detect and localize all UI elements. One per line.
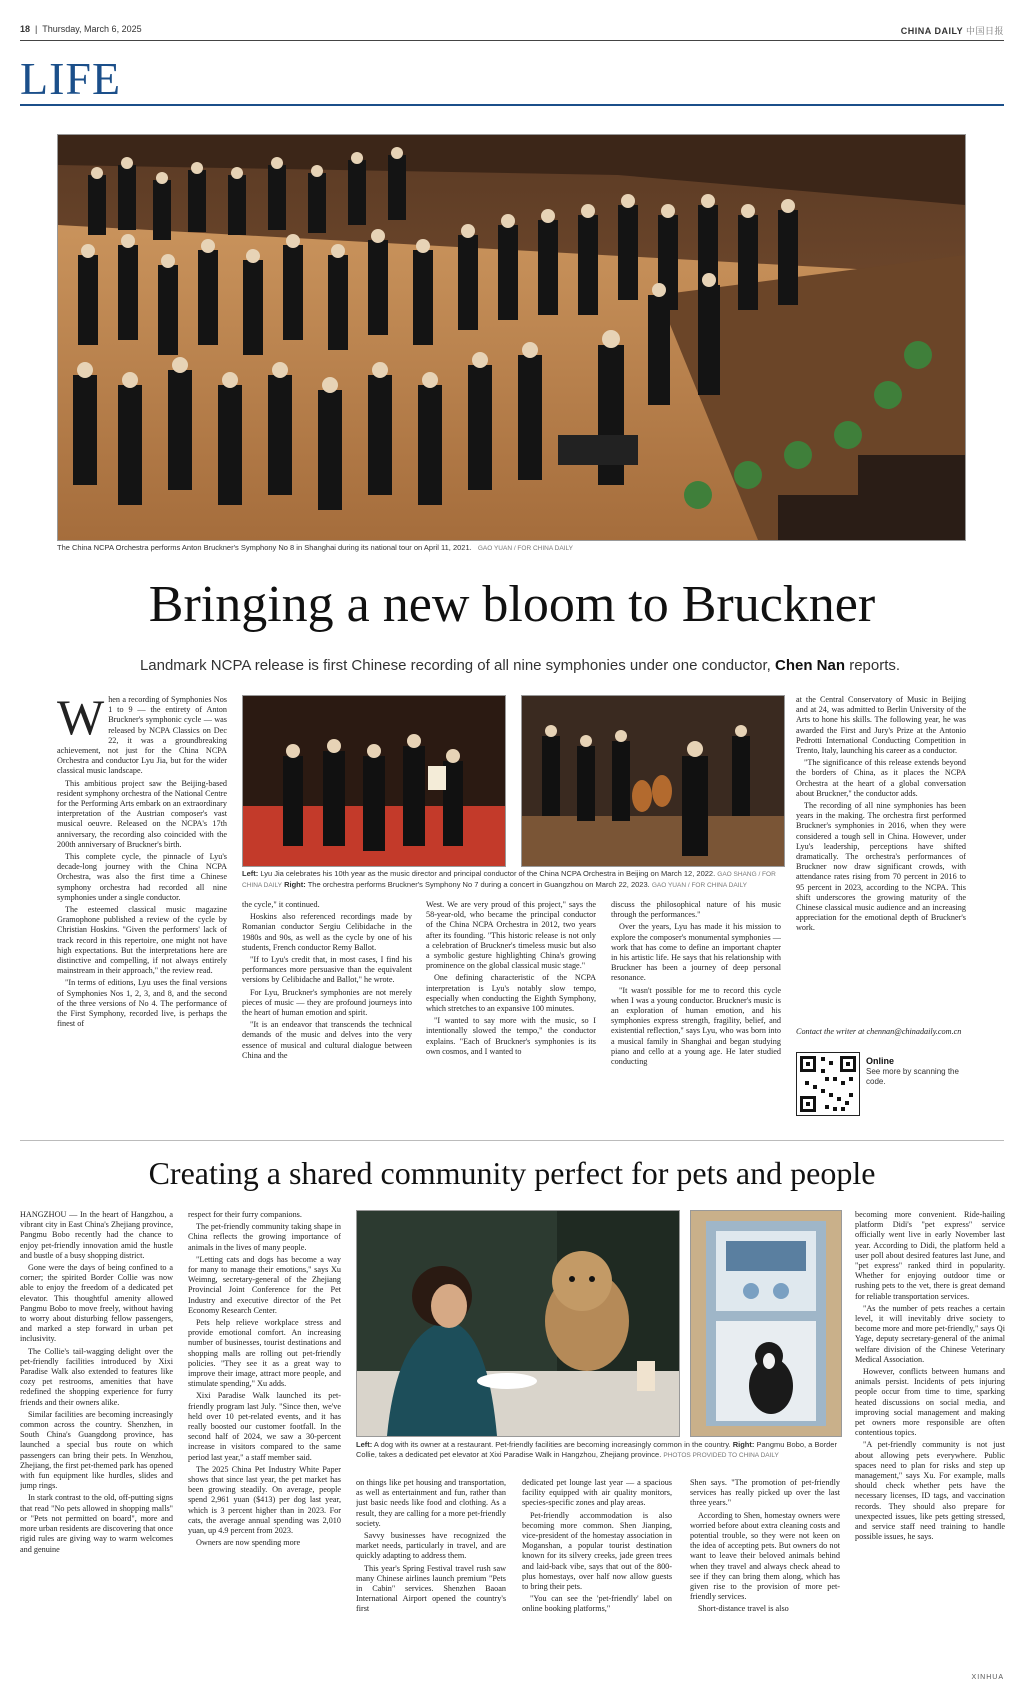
- paragraph: "It is an endeavor that transcends the technical demands of the music and delves into the very essence of musical and cultural dialogue between China and the: [242, 1020, 412, 1060]
- story2-column-2: [188, 1210, 341, 1680]
- paragraph: This complete cycle, the pinnacle of Lyu's decade-long journey with the China NCPA Orchestra, was also the first time a Chinese symphony orchestra had recorded all nine symphonies under a single conductor.: [57, 852, 227, 902]
- caption-credit: PHOTOS PROVIDED TO CHINA DAILY: [663, 1452, 779, 1459]
- caption-left-label: Left:: [356, 1440, 373, 1449]
- pet-elevator-photo-art: [691, 1211, 841, 1436]
- paragraph: "Letting cats and dogs has become a way for many to manage their emotions," says Xu Weimng, secretary-general of the Zhejiang Provincial Joint Conference for the Pet Industry and executive director of the Pet Economy Research Center.: [188, 1254, 341, 1315]
- paragraph: at the Central Conservatory of Music in Beijing and at 24, was admitted to Berlin University of the Arts to hone his skills. The following year, he was awarded the First and Jury's Prize at the Antonio Pedrotti International Conducting Competition in Trento, Italy, launching his career as a conductor.: [796, 695, 966, 756]
- caption-left-credit: GAO SHANG / FOR CHINA DAILY: [242, 871, 776, 889]
- main-caption-credit: GAO YUAN / FOR CHINA DAILY: [477, 545, 573, 552]
- orchestra-photo-art: [58, 135, 965, 540]
- story1-column-3: [426, 900, 596, 1110]
- paragraph: "A pet-friendly community is not just about allowing pets everywhere. Public spaces need to plan for risks and step up management," says Xu. For example, malls should check whether pets have the necessary licenses, ID tags, and vaccination records. They should also prepare for unexpected issues, like pets getting stressed, and service staff need training to handle possible issues, he says.: [855, 1440, 1005, 1542]
- story1-column-1: [57, 695, 227, 1110]
- header-left: 18 | Thursday, March 6, 2025: [20, 24, 142, 34]
- paragraph: Pet-friendly accommodation is also becoming more common. Shen Jianping, vice-president of the homestay association in Moganshan, a popular tourist destination known for its silvery creeks, jade green trees and laid-back vibe, says that out of the 800-plus homestays, over half now allow guests to bring their pets.: [522, 1510, 672, 1592]
- story2-column-6: [855, 1210, 1005, 1668]
- contact-writer: Contact the writer at chennan@chinadaily.com.cn: [796, 1027, 962, 1036]
- caption-left-label: Left:: [242, 869, 259, 878]
- story1-photo-captions: [242, 869, 784, 891]
- headline-pets: Creating a shared community perfect for pets and people: [148, 1155, 876, 1191]
- page-date: Thursday, March 6, 2025: [42, 24, 142, 34]
- story2-column-4: [522, 1478, 672, 1680]
- guangzhou-concert-photo-art: [522, 696, 784, 866]
- dog-restaurant-photo: [356, 1210, 680, 1437]
- paragraph: This ambitious project saw the Beijing-based resident symphony orchestra of the National Centre for the Performing Arts embark on an extraordinary interpretation of the Austrian composer's vast musical oeuvre. Released on the NCPA's 17th anniversary, the recording also coincided with the 200th anniversary of Bruckner's birth.: [57, 778, 227, 849]
- paragraph: "It wasn't possible for me to record this cycle when I was a young conductor. Bruckner's music is an exploration of human emotion, and his symphonies express strength, fragility, belief, and existential reflection," says Lyu, who was born into a musical family in Shanghai and began studying piano and cello at a young age. He later studied conducting: [611, 985, 781, 1067]
- paragraph: According to Shen, homestay owners were worried before about extra cleaning costs and potential trouble, so they were not keen on the idea of accepting pets. But owners do not want to leave their beloved animals behind when they travel and always check ahead to see if they can bring them along, which has given rise to the provision of more pet-friendly services.: [690, 1510, 840, 1602]
- story2-column-5: [690, 1478, 840, 1680]
- caption-right-credit: GAO YUAN / FOR CHINA DAILY: [651, 882, 747, 889]
- page-number: 18: [20, 24, 31, 34]
- caption-right-label: Right:: [284, 880, 306, 889]
- paper-name-cn: 中国日报: [965, 26, 1004, 36]
- story2-photo-captions: [356, 1440, 840, 1461]
- paragraph: Over the years, Lyu has made it his mission to explore the composer's monumental symphonies — work that has come to define an important chapter in his artistic life. He says that his relationship with Bruckner has been a journey of deep personal resonance.: [611, 922, 781, 983]
- lyu-jia-photo: [242, 695, 506, 867]
- paragraph: The esteemed classical music magazine Gramophone published a review of the cycle by Christian Hoskins. "Given the performers' lack of track record in this repertoire, one might not have high expectations. But the interpretations here are distinctive and compelling, if not always entirely mainstream in their approach," the review read.: [57, 905, 227, 976]
- qr-code-icon: [797, 1053, 859, 1115]
- paragraph: "You can see the 'pet-friendly' label on online booking platforms,": [522, 1594, 672, 1614]
- paragraph: For Lyu, Bruckner's symphonies are not merely pieces of music — they are profound journeys into the heart of human emotion and spirit.: [242, 987, 412, 1018]
- paragraph: Short-distance travel is also: [698, 1604, 789, 1614]
- deck-text: Landmark NCPA release is first Chinese recording of all nine symphonies under one conductor,: [139, 657, 771, 674]
- paragraph: "If to Lyu's credit that, in most cases, I find his performances more persuasive than the equivalent versions by Celibidache and Ballot," he wrote.: [242, 955, 412, 985]
- deck-author: Chen Nan: [775, 657, 846, 674]
- paragraph: Shen says. "The promotion of pet-friendly services has really picked up over the last three years.": [690, 1478, 840, 1508]
- caption-right-text: The orchestra performs Bruckner's Symphony No 7 during a concert in Guangzhou on March 22, 2023.: [307, 880, 650, 889]
- paragraph: "As the number of pets reaches a certain level, it will inevitably drive society to become more and more pet-friendly," says Qi Yage, deputy secretary-general of the animal welfare division of the Chinese Veterinary Medical Association.: [855, 1303, 1005, 1364]
- paragraph: the cycle," it continued.: [242, 900, 320, 909]
- paragraph: This year's Spring Festival travel rush saw many Chinese airlines launch premium "Pets in Cabin" services. Shenzhen Baoan International Airport opened the country's first: [356, 1563, 506, 1614]
- online-label: Online: [866, 1056, 895, 1066]
- caption-right-text: Pangmu Bobo, a Border Collie, takes a dedicated pet elevator at Xixi Paradise Walk in Hangzhou, Zhejiang province.: [356, 1440, 837, 1459]
- paragraph: discuss the philosophical nature of his music through the performances.": [611, 900, 781, 920]
- section-title: LIFE: [20, 53, 122, 104]
- lyu-jia-photo-art: [243, 696, 505, 866]
- paragraph: Pets help relieve workplace stress and provide emotional comfort. An increasing number of businesses, tourist destinations and shopping malls are rolling out pet-friendly policies. "They see it as a great way to improve their image, attract more people, and stimulate spending," Xu adds.: [188, 1318, 341, 1389]
- paragraph: The pet-friendly community taking shape in China reflects the growing importance of animals in the lives of many people.: [188, 1222, 341, 1252]
- paragraph: becoming more convenient. Ride-hailing platform Didi's "pet express" service officially went live in early November last year. According to Didi, the platform held a user poll about desired features last June, and "pet express" ranked third in popularity. Whether for enjoying outdoor time or rushing pets to the vet, there is great demand for reliable transportation services.: [855, 1210, 1005, 1301]
- paragraph: on things like pet housing and transportation, as well as entertainment and fun, rather than just basic needs like food and clothing. As a result, they are calling for a more pet-friendly society.: [356, 1478, 506, 1528]
- headline-bruckner: Bringing a new bloom to Bruckner: [148, 576, 876, 633]
- xinhua-credit: XINHUA: [971, 1674, 1004, 1681]
- paragraph: The Collie's tail-wagging delight over the pet-friendly facilities introduced by Xixi Paradise Walk also extended to features like cozy pet restrooms, amenities that have redefined the shopping experience for furry friends and their owners alike.: [20, 1346, 173, 1407]
- paragraph: Hoskins also referenced recordings made by Romanian conductor Sergiu Celibidache in the 1980s and 90s, as well as the cycle by one of his students, French conductor Remy Ballot.: [242, 912, 412, 952]
- story1-column-4: [611, 900, 781, 1110]
- story1-column-2: [242, 900, 412, 1110]
- paragraph: The recording of all nine symphonies has been years in the making. The orchestra first performed Bruckner's symphonies in 2016, when they were considered a tough sell in China. However, under Lyu's leadership, perceptions have shifted dramatically. The orchestra's performances of Bruckner now draw significant crowds, with attendance rates rising from 70 percent in 2016 to 95 percent in 2023, according to the NCPA. This shift underscores the growing maturity of the Chinese classical music audience and an increasing appreciation for the emotional depth of Bruckner's work.: [796, 801, 966, 933]
- paragraph: Savvy businesses have recognized the market needs, particularly in travel, and are quickly adapting to address them.: [356, 1531, 506, 1561]
- page-header: [20, 22, 1004, 38]
- header-rule: [20, 40, 1004, 41]
- online-note: [866, 1056, 966, 1087]
- story-separator: [20, 1140, 1004, 1141]
- paragraph: One defining characteristic of the NCPA interpretation is Lyu's notably slow tempo, especially when conducting the Eighth Symphony, which stretches to an expansive 100 minutes.: [426, 973, 596, 1014]
- paragraph: Gone were the days of being confined to a corner; the spirited Border Collie was now able to enjoy the freedom of a dedicated pet elevator. This thoughtful amenity allowed Pangmu Bobo to move freely, without having to worry about disturbing fellow passengers, and marked a step forward in urban pet inclusivity.: [20, 1263, 173, 1344]
- paragraph: "I wanted to say more with the music, so I intentionally slowed the tempo," the conductor explains. "Each of Bruckner's symphonies is its own cosmos, and I wanted to: [426, 1016, 596, 1056]
- caption-left-text: Lyu Jia celebrates his 10th year as the music director and principal conductor of the China NCPA Orchestra in Beijing on March 12, 2022.: [260, 869, 716, 878]
- paragraph: However, conflicts between humans and animals persist. Incidents of pets injuring people occur from time to time, sparking heated discussions on social media, and improving social management and making pet owners more responsible are often contentious topics.: [855, 1367, 1005, 1438]
- orchestra-photo: [57, 134, 966, 541]
- qr-code[interactable]: [796, 1052, 860, 1116]
- deck-bruckner: [60, 657, 980, 674]
- main-caption-text: The China NCPA Orchestra performs Anton Bruckner's Symphony No 8 in Shanghai during its national tour on April 11, 2021.: [57, 543, 472, 552]
- paragraph: The 2025 China Pet Industry White Paper shows that since last year, the pet market has been growing steadily. On average, people spend 2,961 yuan ($413) per dog last year, which is 3 percent higher than in 2023. For cats, the average annual spending was 2,010 yuan, up 4.9 percent from 2023.: [188, 1464, 341, 1536]
- paragraph: hen a recording of Symphonies Nos 1 to 9 — the entirety of Anton Bruckner's symphonic cycle — was released by NCPA Classics on Dec 22, it was a groundbreaking achievement, not just for the China NCPA Orchestra and conductor Lyu Jia, but for the wider classical music landscape.: [57, 695, 227, 776]
- online-text: See more by scanning the code.: [866, 1067, 959, 1086]
- guangzhou-concert-photo: [521, 695, 785, 867]
- dog-restaurant-photo-art: [357, 1211, 679, 1436]
- dropcap: W: [57, 695, 105, 745]
- paragraph: "The significance of this release extends beyond the borders of China, as it places the NCPA Orchestra at the heart of a global conversation about Bruckner," the conductor adds.: [796, 758, 966, 798]
- deck-tail: reports.: [849, 657, 901, 674]
- paper-name: CHINA DAILY: [900, 26, 963, 36]
- story1-column-5: [796, 695, 966, 1025]
- pet-elevator-photo: [690, 1210, 842, 1437]
- header-right: [901, 24, 1004, 37]
- paragraph: Xixi Paradise Walk launched its pet-friendly program last July. "Since then, we've held over 10 pet-related events, and it has really boosted our customer footfall. In the second half of 2024, we saw a 30-percent increase in visitors compared to the same period last year," a staff member said.: [188, 1391, 341, 1462]
- paragraph: "In terms of editions, Lyu uses the final versions of Symphonies Nos 1, 2, 3, and 8, and the second of the three versions of No 4. The performance of the First Symphony, recorded live, is perhaps the finest of: [57, 978, 227, 1029]
- paragraph: Similar facilities are becoming increasingly common across the country. Shenzhen, in South China's Guangdong province, has launched a special bus route on which passengers can bring their pets. In Wenzhou, Zhejiang, the first pet-themed park has opened with fun equipment like hurdles, slides and jump rings.: [20, 1409, 173, 1491]
- paragraph: HANGZHOU — In the heart of Hangzhou, a vibrant city in East China's Zhejiang province, Pangmu Bobo recently had the chance to enjoy pet-friendly innovation amid the hustle and bustle of a busy shopping district.: [20, 1210, 173, 1260]
- main-photo-caption: [57, 543, 964, 554]
- paragraph: respect for their furry companions.: [188, 1210, 302, 1219]
- paragraph: In stark contrast to the old, off-putting signs that read "No pets allowed in shopping malls" or "Pets not permitted on board", more and more urban residents are discovering that once rigid rules are giving way to warm welcomes and genuine: [20, 1493, 173, 1554]
- caption-left-text: A dog with its owner at a restaurant. Pet-friendly facilities are becoming increasingly common in the country.: [373, 1440, 731, 1449]
- paragraph: West. We are very proud of this project," says the 58-year-old, who became the principal conductor of the China NCPA Orchestra in 2012, two years after its founding. "This historic release is not only a celebration of Bruckner's timeless music but also a symbolic gesture highlighting China's growing prominence on the global classical music stage.": [426, 900, 596, 971]
- paragraph: dedicated pet lounge last year — a spacious facility equipped with air quality monitors, species-specific zones and play areas.: [522, 1478, 672, 1508]
- section-rule: [20, 104, 1004, 106]
- paragraph: Owners are now spending more: [196, 1538, 301, 1548]
- story2-column-1: [20, 1210, 173, 1680]
- story2-column-3: [356, 1478, 506, 1680]
- caption-right-label: Right:: [732, 1440, 755, 1449]
